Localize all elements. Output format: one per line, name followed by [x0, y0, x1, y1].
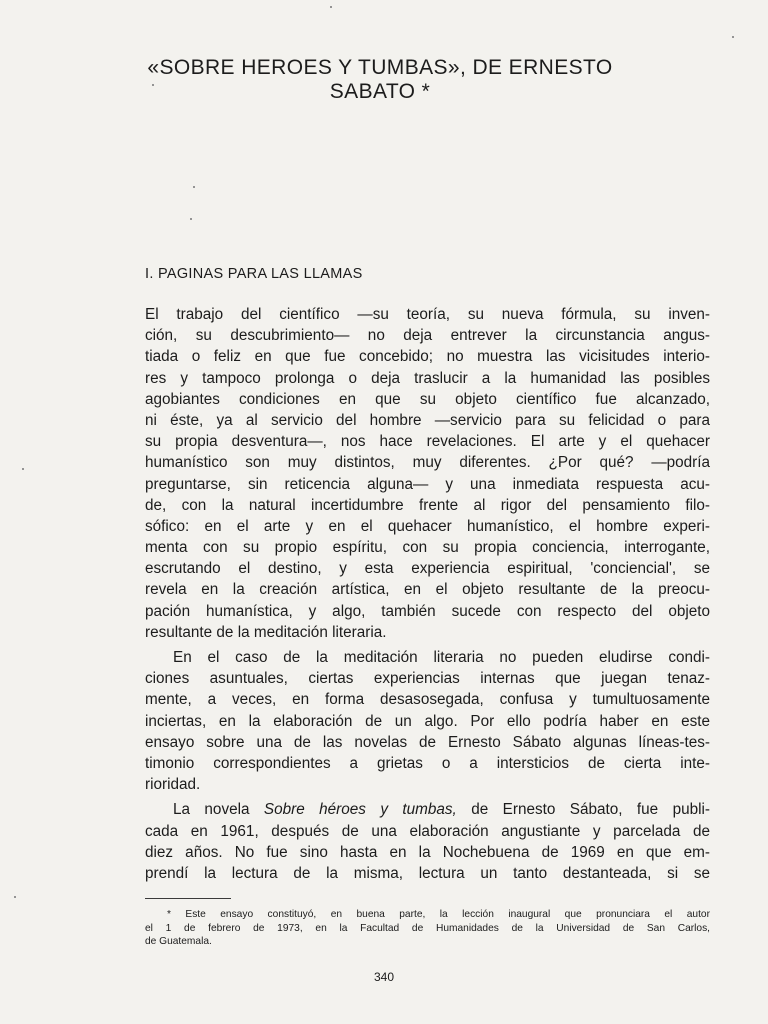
footnote-line: el 1 de febrero de 1973, en la Facultad de Humanidades de la Universidad de San Carlos,	[145, 922, 710, 934]
body-text	[145, 304, 710, 884]
text-line: res y tampoco prolonga o deja traslucir a la humanidad las posibles	[145, 369, 710, 387]
text-fragment: de Ernesto Sábato, fue publi-	[456, 801, 711, 819]
paragraph-2	[145, 647, 710, 795]
page-number: 340	[373, 970, 395, 984]
text-line: diez años. No fue sino hasta en la Nochebuena de 1969 en que em-	[145, 843, 710, 861]
footnote-divider	[145, 898, 231, 899]
paragraph-3	[145, 799, 710, 884]
text-line: escrutando el destino, y esta experiencia espiritual, 'conciencial', se	[145, 560, 710, 578]
text-line	[145, 799, 710, 820]
scan-speck	[330, 6, 332, 8]
text-line: ni éste, ya al servicio del hombre —servicio para su felicidad o para	[145, 411, 710, 429]
scan-speck	[193, 186, 195, 188]
footnote-line: de Guatemala.	[145, 936, 212, 947]
text-line: menta con su propio espíritu, con su propia conciencia, interrogante,	[145, 539, 710, 557]
text-line: sófico: en el arte y en el quehacer humanístico, el hombre experi-	[145, 517, 710, 535]
scan-speck	[22, 468, 24, 470]
footnote-line: * Este ensayo constituyó, en buena parte, la lección inaugural que pronunciara el autor	[167, 909, 710, 920]
text-line: mente, a veces, en forma desasosegada, confusa y tumultuosamente	[145, 691, 710, 709]
title-line-1: «SOBRE HEROES Y TUMBAS», DE ERNESTO	[147, 56, 613, 79]
title-line-2: SABATO *	[329, 80, 431, 103]
scan-speck	[14, 896, 16, 898]
scan-speck	[190, 218, 192, 220]
text-line: inciertas, en la elaboración de un algo. Por ello podría haber en este	[145, 712, 710, 730]
text-line: El trabajo del científico —su teoría, su nueva fórmula, su inven-	[145, 306, 710, 323]
text-line: prendí la lectura de la misma, lectura un tanto destanteada, si se	[145, 864, 710, 882]
text-line: de, con la natural incertidumbre frente al rigor del pensamiento filo-	[145, 496, 710, 514]
text-line: preguntarse, sin reticencia alguna— y una inmediata respuesta acu-	[145, 475, 710, 493]
text-line: revela en la creación artística, en el objeto resultante de la preocu-	[145, 581, 710, 599]
text-line: ensayo sobre una de las novelas de Ernesto Sábato algunas líneas-tes-	[145, 733, 710, 751]
section-heading: I. PAGINAS PARA LAS LLAMAS	[145, 266, 363, 282]
text-line: humanístico son muy distintos, muy diferentes. ¿Por qué? —podría	[145, 454, 710, 472]
scan-speck	[152, 84, 154, 86]
text-line: pación humanística, y algo, también sucede con respecto del objeto	[145, 602, 710, 620]
text-line: tiada o feliz en que fue concebido; no muestra las vicisitudes interio-	[145, 348, 710, 366]
scan-speck	[732, 36, 734, 38]
text-line: agobiantes condiciones en que su objeto científico fue alcanzado,	[145, 390, 710, 408]
text-line: rioridad.	[145, 776, 201, 794]
text-line: ción, su descubrimiento— no deja entrever la circunstancia angus-	[145, 327, 710, 345]
text-fragment: La novela	[173, 801, 264, 819]
text-line: ciones asuntuales, ciertas experiencias internas que juegan tenaz-	[145, 670, 710, 688]
paragraph-1	[145, 304, 710, 643]
text-line: cada en 1961, después de una elaboración angustiante y parcelada de	[145, 822, 710, 840]
text-line: timonio correspondientes a grietas o a intersticios de cierta inte-	[145, 754, 710, 772]
novel-title-italic: Sobre héroes y tumbas,	[263, 801, 457, 819]
text-line: su propia desventura—, nos hace revelaciones. El arte y el quehacer	[145, 433, 710, 451]
text-line: resultante de la meditación literaria.	[145, 623, 387, 641]
article-title	[140, 56, 620, 104]
footnote	[145, 908, 710, 949]
text-line: En el caso de la meditación literaria no pueden eludirse condi-	[173, 649, 710, 666]
